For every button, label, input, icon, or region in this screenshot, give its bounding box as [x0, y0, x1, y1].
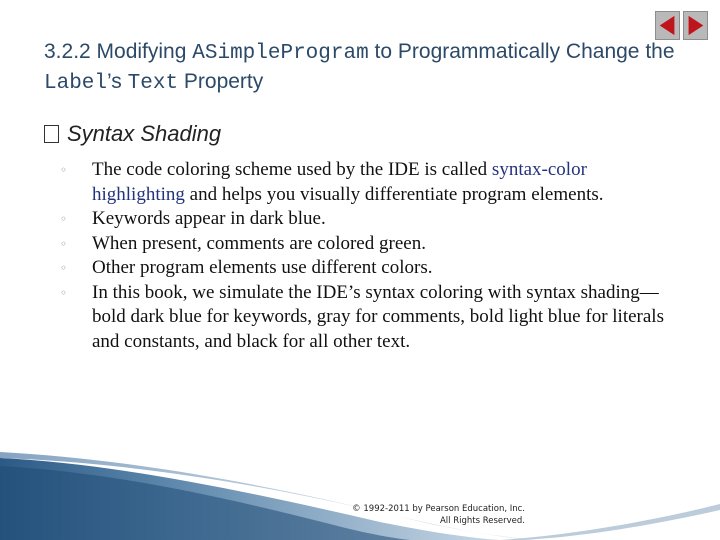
next-slide-button[interactable]	[683, 11, 708, 40]
title-text-3: ’s	[107, 70, 128, 93]
bullet-item	[60, 256, 680, 281]
bullet-list	[60, 158, 680, 354]
bullet-text-before: The code coloring scheme used by the IDE is called	[92, 159, 492, 180]
section-heading	[44, 121, 221, 147]
bullet-text: In this book, we simulate the IDE’s syntax coloring with syntax shading—bold dark blue for keywords, gray for comments, bold light blue for literals and constants, and black for all other text.	[92, 281, 664, 352]
copyright-footer	[325, 503, 525, 527]
bullet-item	[60, 281, 680, 355]
ring-bullet-icon: ◦	[60, 212, 68, 226]
bullet-item	[60, 207, 680, 232]
title-text-1: 3.2.2 Modifying	[44, 40, 193, 63]
ring-bullet-icon: ◦	[60, 261, 68, 275]
copyright-text: © 1992-2011 by Pearson Education, Inc.	[352, 504, 525, 514]
highlighted-term: syntax-color highlighting	[92, 159, 587, 205]
ring-bullet-icon: ◦	[60, 163, 68, 177]
title-code-text: Text	[127, 72, 179, 95]
rights-text: All Rights Reserved.	[439, 516, 525, 526]
ring-bullet-icon: ◦	[60, 236, 68, 251]
title-text-4: Property	[178, 70, 264, 93]
bullet-item	[60, 158, 680, 207]
bullet-text: Keywords appear in dark blue.	[92, 208, 326, 229]
slide-title	[44, 38, 684, 98]
bullet-item	[60, 232, 680, 257]
bullet-text: When present, comments are colored green.	[92, 232, 426, 254]
triangle-right-icon	[684, 12, 707, 39]
section-heading-text: Syntax Shading	[67, 121, 222, 146]
title-code-program: ASimpleProgram	[192, 42, 369, 65]
title-text-2: to Programmatically Change the	[368, 40, 675, 63]
title-code-label: Label	[44, 72, 108, 95]
bullet-text-after: and helps you visually differentiate program elements.	[184, 183, 604, 205]
ring-bullet-icon: ◦	[60, 285, 68, 300]
previous-slide-button[interactable]	[655, 11, 680, 40]
square-outline-icon	[44, 125, 59, 143]
triangle-left-icon	[656, 12, 679, 39]
bullet-text: Other program elements use different colors.	[92, 257, 433, 278]
